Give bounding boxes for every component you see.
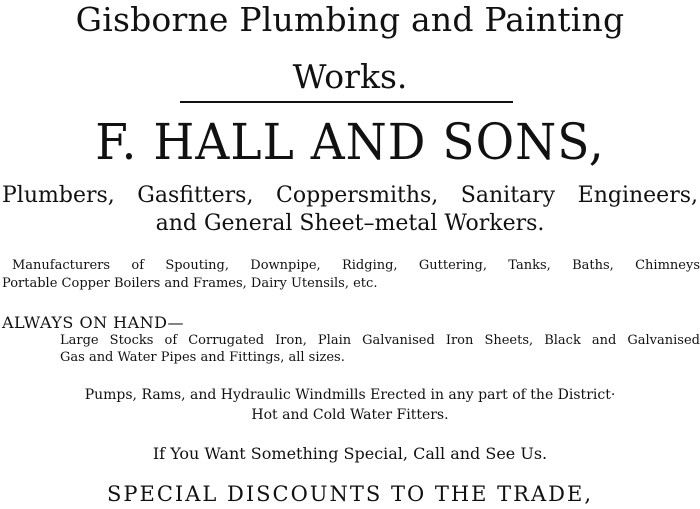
stock-line: Large Stocks of Corrugated Iron, Plain Galvanised Iron Sheets, Black and Galvanised	[60, 333, 700, 348]
trades-list-continuation: and General Sheet–metal Workers.	[155, 211, 545, 236]
advert-title-continuation: Works.	[292, 57, 408, 96]
manufacturers-continuation: Portable Copper Boilers and Frames, Dairy Utensils, etc.	[2, 276, 378, 291]
advert-title: Gisborne Plumbing and Painting	[75, 0, 625, 39]
pumps-line: Pumps, Rams, and Hydraulic Windmills Erected in any part of the District·	[84, 387, 616, 403]
firm-name: F. HALL AND SONS,	[95, 113, 605, 172]
stock-continuation: Gas and Water Pipes and Fittings, all sizes.	[60, 350, 345, 365]
trade-discounts-line: SPECIAL DISCOUNTS TO THE TRADE,	[107, 482, 593, 506]
trades-list-line: Plumbers, Gasfitters, Coppersmiths, Sanitary Engineers,	[2, 183, 698, 208]
manufacturers-line: Manufacturers of Spouting, Downpipe, Ridging, Guttering, Tanks, Baths, Chimneys	[12, 258, 700, 273]
title-divider-rule	[180, 101, 513, 103]
water-fitters-line: Hot and Cold Water Fitters.	[251, 407, 449, 423]
always-on-hand-heading: ALWAYS ON HAND—	[2, 313, 184, 332]
special-request-line: If You Want Something Special, Call and See Us.	[152, 444, 548, 463]
